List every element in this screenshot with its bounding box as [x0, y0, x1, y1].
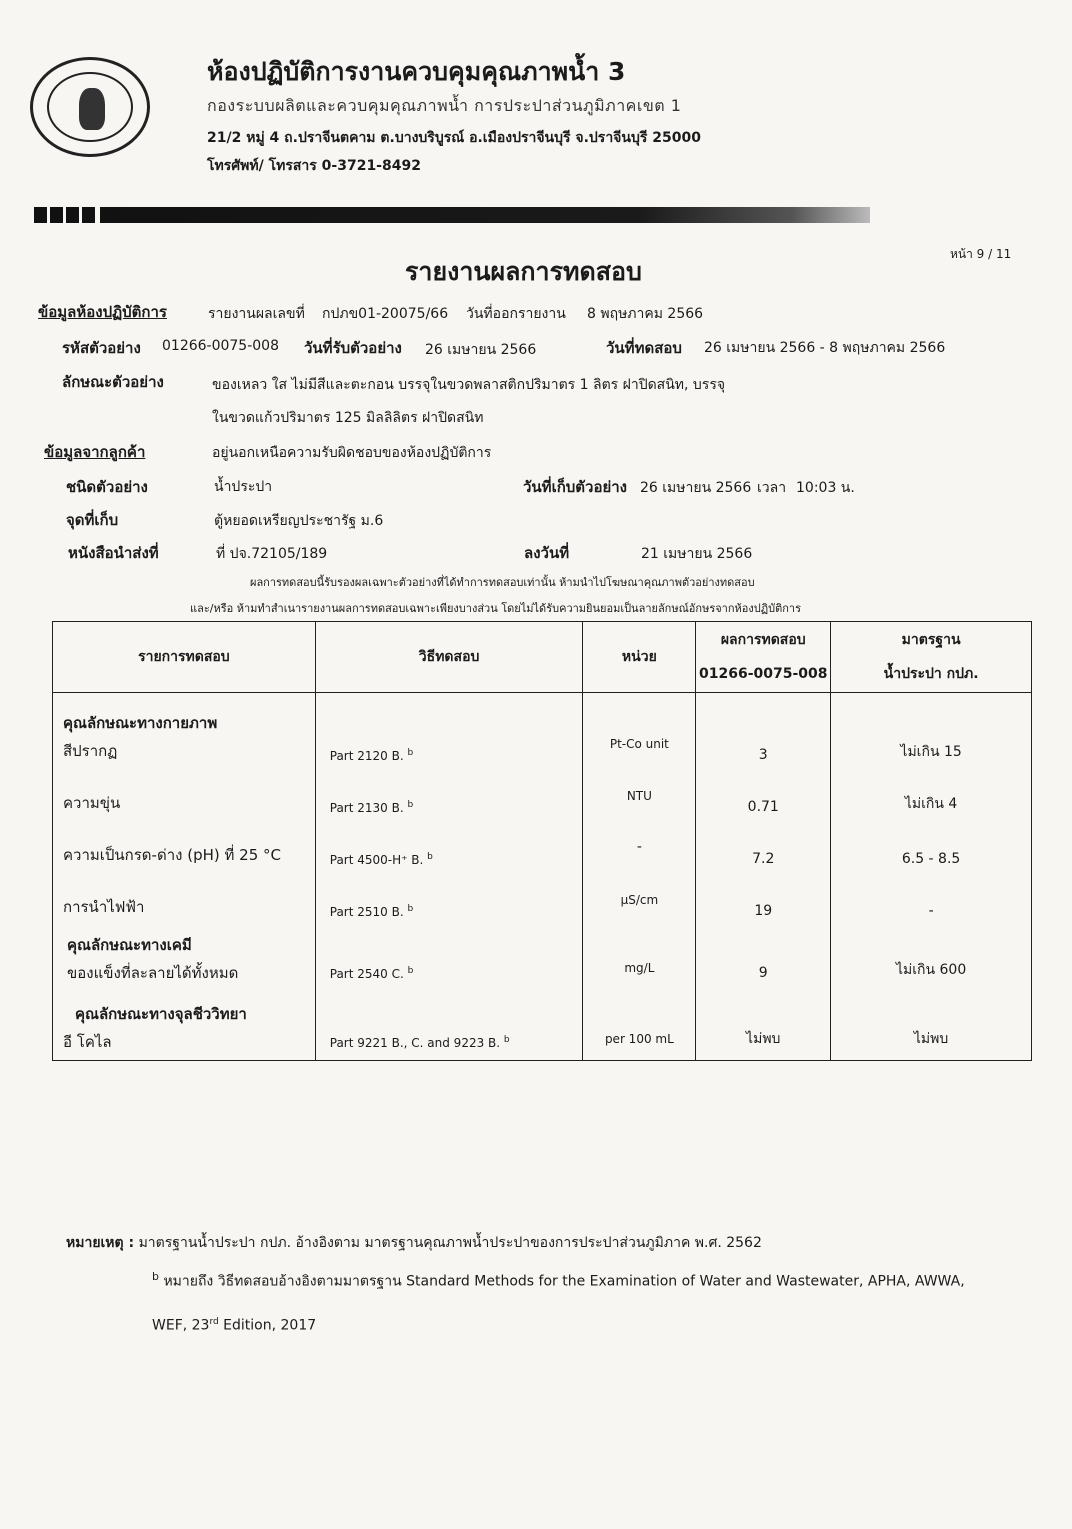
header-standard — [831, 622, 1032, 693]
table-row — [53, 869, 1032, 921]
group-micro: คุณลักษณะทางจุลชีววิทยา — [75, 1005, 247, 1023]
lab-info-label: ข้อมูลห้องปฏิบัติการ — [38, 303, 167, 321]
collect-date-label: วันที่เก็บตัวอย่าง — [523, 478, 628, 496]
notice-line2: และ/หรือ ห้ามทำสำเนารายงานผลการทดสอบเฉพาะเพียงบางส่วน โดยไม่ได้รับความยินยอมเป็นลายลักษณ์อักษรจากห้องปฏิบัติการ — [190, 602, 801, 615]
row-item: คุณลักษณะทางเคมี ของแข็งที่ละลายได้ทั้งหมด — [53, 921, 316, 987]
report-title: รายงานผลการทดสอบ — [405, 257, 642, 286]
received-date-label: วันที่รับตัวอย่าง — [304, 339, 402, 357]
sample-type: น้ำประปา — [214, 479, 273, 495]
row-result: ไม่พบ — [696, 987, 831, 1061]
header-unit: หน่วย — [583, 622, 696, 693]
row-unit: Pt-Co unit — [583, 693, 696, 765]
customer-disclaimer: อยู่นอกเหนือความรับผิดชอบของห้องปฏิบัติการ — [212, 445, 492, 461]
collect-location-label: จุดที่เก็บ — [66, 511, 119, 529]
group-chemical: คุณลักษณะทางเคมี — [67, 935, 192, 954]
issue-date-label: วันที่ออกรายงาน — [466, 306, 566, 322]
report-number: กปภข01-20075/66 — [322, 306, 449, 322]
header-result-line2: 01266-0075-008 — [698, 666, 828, 682]
row-standard: - — [831, 869, 1032, 921]
header-item: รายการทดสอบ — [53, 622, 316, 693]
sample-id: 01266-0075-008 — [162, 338, 279, 354]
notice-line1: ผลการทดสอบนี้รับรองผลเฉพาะตัวอย่างที่ได้ทำการทดสอบเท่านั้น ห้ามนำไปโฆษณาคุณภาพตัวอย่างทดสอบ — [250, 576, 755, 589]
row-method: Part 2130 B. $^b$ — [315, 765, 583, 817]
collect-time: 10:03 น. — [796, 480, 855, 496]
header-method: วิธีทดสอบ — [315, 622, 583, 693]
sample-desc-line1: ของเหลว ใส ไม่มีสีและตะกอน บรรจุในขวดพลาสติกปริมาตร 1 ลิตร ฝาปิดสนิท, บรรจุ — [212, 377, 726, 393]
table-row — [53, 987, 1032, 1061]
footer-remark — [66, 1232, 762, 1254]
row-standard: ไม่เกิน 15 — [831, 693, 1032, 765]
footer-reference-line2: WEF, 23rd Edition, 2017 — [152, 1317, 317, 1334]
row-result: 3 — [696, 693, 831, 765]
row-item: ความขุ่น — [53, 765, 316, 817]
table-row — [53, 817, 1032, 869]
lab-division: กองระบบผลิตและควบคุมคุณภาพน้ำ การประปาส่วนภูมิภาคเขต 1 — [207, 96, 682, 115]
sample-id-label: รหัสตัวอย่าง — [62, 339, 141, 357]
row-item: คุณลักษณะทางจุลชีววิทยา อี โคไล — [53, 987, 316, 1061]
sample-desc-label: ลักษณะตัวอย่าง — [62, 373, 164, 391]
header-standard-line2: น้ำประปา กปภ. — [883, 666, 979, 682]
sample-type-label: ชนิดตัวอย่าง — [66, 478, 148, 496]
row-unit: µS/cm — [583, 869, 696, 921]
test-date: 26 เมษายน 2566 - 8 พฤษภาคม 2566 — [704, 340, 946, 356]
letter-date-label: ลงวันที่ — [524, 544, 570, 562]
report-number-label: รายงานผลเลขที่ — [208, 306, 305, 322]
row-result: 7.2 — [696, 817, 831, 869]
header-standard-line1: มาตรฐาน — [901, 632, 961, 648]
remark-label: หมายเหตุ : — [66, 1235, 135, 1251]
table-row — [53, 693, 1032, 765]
customer-info-label: ข้อมูลจากลูกค้า — [44, 443, 146, 461]
row-item: ความเป็นกรด-ด่าง (pH) ที่ 25 °C — [53, 817, 316, 869]
row-result: 9 — [696, 921, 831, 987]
row-item: คุณลักษณะทางกายภาพ สีปรากฏ — [53, 693, 316, 765]
reference-text: หมายถึง วิธีทดสอบอ้างอิงตามมาตรฐาน Standard Methods for the Examination of Water and Wastewater, APHA, AWWA, — [163, 1273, 965, 1290]
received-date: 26 เมษายน 2566 — [425, 342, 537, 358]
table-header-row — [53, 622, 1032, 693]
header-result — [696, 622, 831, 693]
header-band-blocks — [34, 207, 98, 227]
row-standard: ไม่เกิน 600 — [831, 921, 1032, 987]
group-physical: คุณลักษณะทางกายภาพ — [63, 713, 218, 732]
row-method: Part 2540 C. $^b$ — [315, 921, 583, 987]
row-unit: per 100 mL — [583, 987, 696, 1061]
row-item: การนำไฟฟ้า — [53, 869, 316, 921]
row-standard: 6.5 - 8.5 — [831, 817, 1032, 869]
row-method: Part 9221 B., C. and 9223 B. $^b$ — [315, 987, 583, 1061]
lab-telephone: โทรศัพท์/ โทรสาร 0-3721-8492 — [207, 158, 421, 174]
collect-location: ตู้หยอดเหรียญประชารัฐ ม.6 — [214, 513, 384, 529]
collect-date: 26 เมษายน 2566 — [640, 480, 752, 496]
letter-number-label: หนังสือนำส่งที่ — [68, 544, 159, 562]
letter-date: 21 เมษายน 2566 — [641, 546, 753, 562]
page-number: หน้า 9 / 11 — [950, 247, 1012, 261]
issue-date: 8 พฤษภาคม 2566 — [587, 306, 704, 322]
footer-reference-line1 — [152, 1270, 965, 1293]
row-unit: mg/L — [583, 921, 696, 987]
row-standard: ไม่เกิน 4 — [831, 765, 1032, 817]
sample-desc-line2: ในขวดแก้วปริมาตร 125 มิลลิลิตร ฝาปิดสนิท — [212, 410, 484, 426]
header-band — [100, 207, 870, 223]
row-result: 0.71 — [696, 765, 831, 817]
row-method: Part 2120 B. $^b$ — [315, 693, 583, 765]
row-standard: ไม่พบ — [831, 987, 1032, 1061]
table-row — [53, 765, 1032, 817]
test-date-label: วันที่ทดสอบ — [606, 339, 682, 357]
row-result: 19 — [696, 869, 831, 921]
row-unit: - — [583, 817, 696, 869]
header-result-line1: ผลการทดสอบ — [720, 632, 806, 648]
lab-address: 21/2 หมู่ 4 ถ.ปราจีนตคาม ต.บางบริบูรณ์ อ.เมืองปราจีนบุรี จ.ปราจีนบุรี 25000 — [207, 130, 701, 146]
collect-time-label: เวลา — [757, 480, 787, 496]
organization-logo — [30, 57, 150, 157]
table-row — [53, 921, 1032, 987]
row-method: Part 2510 B. $^b$ — [315, 869, 583, 921]
reference-mark: b — [152, 1270, 159, 1283]
row-method: Part 4500-H⁺ B. $^b$ — [315, 817, 583, 869]
remark-text: มาตรฐานน้ำประปา กปภ. อ้างอิงตาม มาตรฐานคุณภาพน้ำประปาของการประปาส่วนภูมิภาค พ.ศ. 2562 — [138, 1235, 762, 1251]
row-unit: NTU — [583, 765, 696, 817]
letter-number: ที่ ปจ.72105/189 — [216, 546, 328, 562]
results-table — [52, 621, 1032, 1061]
lab-name: ห้องปฏิบัติการงานควบคุมคุณภาพน้ำ 3 — [207, 57, 626, 86]
